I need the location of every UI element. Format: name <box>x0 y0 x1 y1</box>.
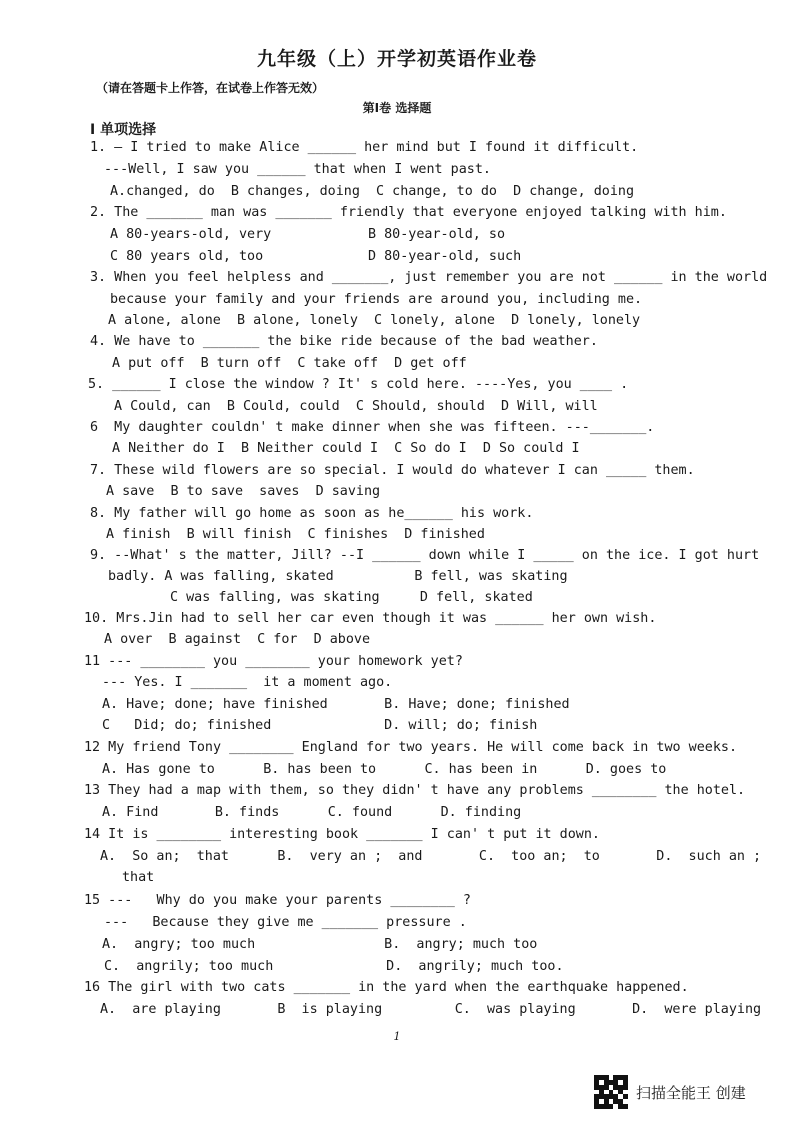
question-line: 6 My daughter couldn' t make dinner when she was fifteen. ---_______. <box>90 420 655 435</box>
question-line: badly. A was falling, skated B fell, was skating <box>108 569 568 584</box>
answer-notice: （请在答题卡上作答，在试卷上作答无效） <box>96 81 325 95</box>
question-line: 16 The girl with two cats _______ in the yard when the earthquake happened. <box>84 980 689 995</box>
question-line: 7. These wild flowers are so special. I would do whatever I can _____ them. <box>90 463 695 478</box>
section-heading: 第Ⅰ卷 选择题 <box>362 101 432 115</box>
question-line: 10. Mrs.Jin had to sell her car even though it was ______ her own wish. <box>84 611 657 626</box>
watermark-text: 扫描全能王 创建 <box>636 1083 746 1102</box>
question-line: 5. ______ I close the window ? It' s cold here. ----Yes, you ____ . <box>88 377 629 392</box>
question-line: ---Well, I saw you ______ that when I went past. <box>104 162 491 177</box>
question-line: A. Find B. finds C. found D. finding <box>102 805 522 820</box>
question-line: A finish B will finish C finishes D finished <box>106 527 485 542</box>
question-line: A Could, can B Could, could C Should, should D Will, will <box>114 399 598 414</box>
question-line: --- Because they give me _______ pressure . <box>104 915 467 930</box>
question-line: A.changed, do B changes, doing C change, to do D change, doing <box>110 184 635 199</box>
question-line: C was falling, was skating D fell, skated <box>170 590 533 605</box>
page-title: 九年级（上）开学初英语作业卷 <box>256 48 537 70</box>
question-line: that <box>122 870 155 885</box>
question-line: 4. We have to _______ the bike ride because of the bad weather. <box>90 334 598 349</box>
part-heading: Ⅰ 单项选择 <box>90 122 157 138</box>
question-line: --- Yes. I _______ it a moment ago. <box>102 675 393 690</box>
page-number: 1 <box>393 1030 401 1043</box>
question-line: 2. The _______ man was _______ friendly that everyone enjoyed talking with him. <box>90 205 727 220</box>
question-line: 8. My father will go home as soon as he______ his work. <box>90 506 534 521</box>
question-line: A. Have; done; have finished B. Have; done; finished <box>102 697 570 712</box>
question-line: A put off B turn off C take off D get off <box>112 356 467 371</box>
question-line: 13 They had a map with them, so they didn' t have any problems ________ the hotel. <box>84 783 746 798</box>
question-line: 3. When you feel helpless and _______, just remember you are not ______ in the world <box>90 270 768 285</box>
question-line: A 80-years-old, very B 80-year-old, so <box>110 227 506 242</box>
qr-code-icon <box>594 1075 628 1109</box>
question-line: A. are playing B is playing C. was playing D. were playing <box>100 1002 762 1017</box>
question-line: 14 It is ________ interesting book _______ I can' t put it down. <box>84 827 600 842</box>
scanner-watermark <box>594 1074 746 1110</box>
question-line: A. Has gone to B. has been to C. has been in D. goes to <box>102 762 667 777</box>
question-line: because your family and your friends are around you, including me. <box>110 292 643 307</box>
question-line: A Neither do I B Neither could I C So do I D So could I <box>112 441 580 456</box>
question-line: 1. — I tried to make Alice ______ her mind but I found it difficult. <box>90 140 639 155</box>
question-line: 15 --- Why do you make your parents ________ ? <box>84 893 471 908</box>
question-line: A. So an; that B. very an ; and C. too an; to D. such an ; <box>100 849 762 864</box>
question-line: A alone, alone B alone, lonely C lonely, alone D lonely, lonely <box>108 313 641 328</box>
question-line: 9. --What' s the matter, Jill? --I ______ down while I _____ on the ice. I got hurt <box>90 548 760 563</box>
question-line: C. angrily; too much D. angrily; much too. <box>104 959 564 974</box>
question-line: A over B against C for D above <box>104 632 371 647</box>
question-line: A save B to save saves D saving <box>106 484 381 499</box>
question-line: 12 My friend Tony ________ England for two years. He will come back in two weeks. <box>84 740 738 755</box>
question-line: A. angry; too much B. angry; much too <box>102 937 538 952</box>
question-line: 11 --- ________ you ________ your homework yet? <box>84 654 463 669</box>
question-line: C Did; do; finished D. will; do; finish <box>102 718 538 733</box>
question-line: C 80 years old, too D 80-year-old, such <box>110 249 522 264</box>
